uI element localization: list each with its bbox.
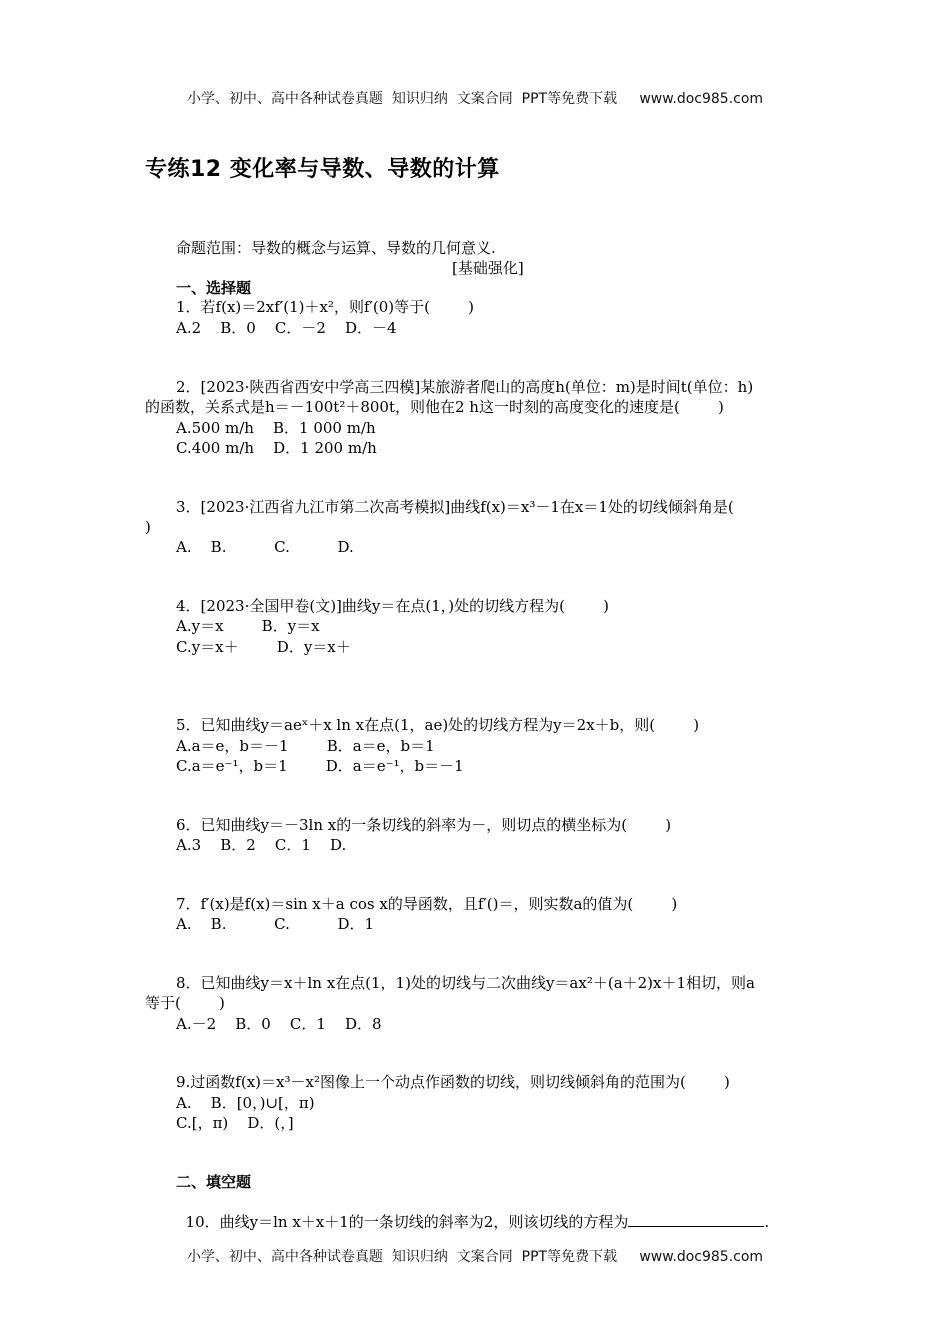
q5-options-2: C.a＝e⁻¹，b＝1 D．a＝e⁻¹，b＝－1: [176, 757, 464, 775]
q4-options-1: A.y＝x B．y＝x: [176, 617, 320, 635]
footer-banner: 小学、初中、高中各种试卷真题 知识归纳 文案合同 PPT等免费下载 www.doc985.com: [186, 1249, 764, 1265]
q2-stem: 2．[2023·陕西省西安中学高三四模]某旅游者爬山的高度h(单位：m)是时间t(单位：h): [176, 378, 754, 396]
q2-stem-cont: 的函数，关系式是h＝－100t²＋800t，则他在2 h这一时刻的高度变化的速度是( ): [145, 398, 724, 416]
q7-stem: 7．f′(x)是f(x)＝sin x＋a cos x的导函数，且f′()＝，则实数a的值为( ): [176, 895, 678, 913]
q2-options-1: A.500 m/h B．1 000 m/h: [176, 419, 376, 437]
q2-options-2: C.400 m/h D．1 200 m/h: [176, 439, 377, 457]
q4-options-2: C.y＝x＋ D．y＝x＋: [176, 638, 351, 656]
q10-line: [176, 1192, 769, 1232]
q5-stem: 5．已知曲线y＝aeˣ＋x ln x在点(1，ae)处的切线方程为y＝2x＋b，则( ): [176, 716, 700, 734]
section-label: [基础强化]: [452, 259, 524, 277]
q4-stem: 4．[2023·全国甲卷(文)]曲线y＝在点(1，)处的切线方程为( ): [176, 597, 609, 615]
q1-options: A.2 B．0 C．－2 D．－4: [176, 319, 397, 337]
q1-stem: 1．若f(x)＝2xf′(1)＋x²，则f′(0)等于( ): [176, 298, 474, 316]
q8-options: A.－2 B．0 C．1 D．8: [176, 1015, 382, 1033]
q5-options-1: A.a＝e，b＝－1 B．a＝e，b＝1: [176, 737, 435, 755]
q9-options-1: A. B．[0，)∪[，π): [176, 1094, 315, 1112]
q3-stem-cont: ): [145, 518, 151, 536]
q3-options: A. B. C. D.: [176, 538, 354, 556]
q3-stem: 3．[2023·江西省九江市第二次高考模拟]曲线f(x)＝x³－1在x＝1处的切线倾斜角是(: [176, 498, 734, 516]
q7-options: A. B. C. D．1: [176, 915, 375, 933]
part1-heading: 一、选择题: [176, 279, 252, 297]
q8-stem-cont: 等于( ): [145, 994, 225, 1012]
q10-stem: 10．曲线y＝ln x＋x＋1的一条切线的斜率为2，则该切线的方程为: [185, 1213, 629, 1231]
header-banner: 小学、初中、高中各种试卷真题 知识归纳 文案合同 PPT等免费下载 www.doc985.com: [186, 91, 764, 107]
q9-options-2: C.[，π) D．(，]: [176, 1114, 294, 1132]
q8-stem: 8．已知曲线y＝x＋ln x在点(1，1)处的切线与二次曲线y＝ax²＋(a＋2)x＋1相切，则a: [176, 974, 755, 992]
q9-stem: 9.过函数f(x)＝x³－x²图像上一个动点作函数的切线，则切线倾斜角的范围为( ): [176, 1073, 730, 1091]
q10-end: .: [764, 1213, 770, 1231]
part2-heading: 二、填空题: [176, 1173, 252, 1191]
answer-blank: [628, 1212, 764, 1227]
q6-stem: 6．已知曲线y＝－3ln x的一条切线的斜率为－，则切点的横坐标为( ): [176, 816, 672, 834]
q6-options: A.3 B．2 C．1 D.: [176, 836, 347, 854]
page-title: 专练12 变化率与导数、导数的计算: [145, 157, 500, 182]
scope-line: 命题范围：导数的概念与运算、导数的几何意义.: [176, 239, 496, 257]
